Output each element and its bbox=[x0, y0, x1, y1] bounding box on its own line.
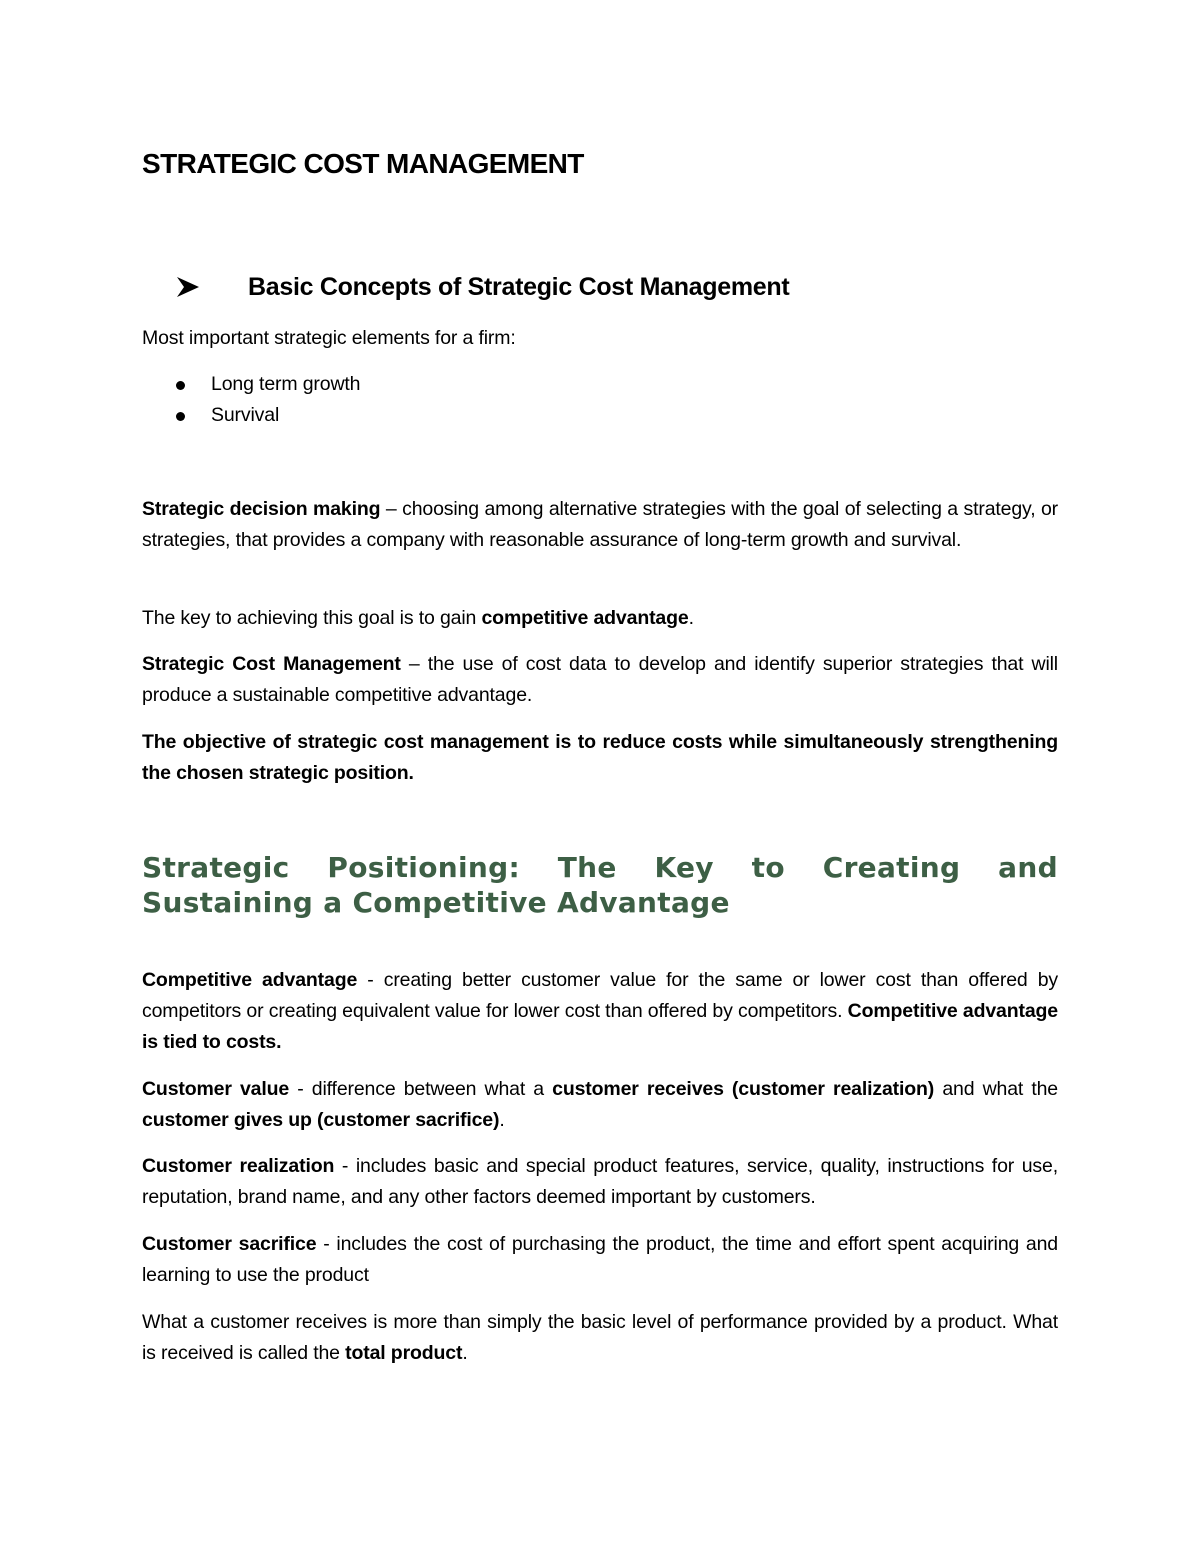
emphasis: customer receives (customer realization) bbox=[552, 1078, 935, 1100]
total-product-paragraph bbox=[142, 1307, 1058, 1369]
definition: – choosing among alternative strategies with the goal of selecting a strategy, or strategies, that provides a company with reasonable assurance of long-term growth and survival. bbox=[142, 498, 1059, 551]
customer-value-paragraph bbox=[142, 1074, 1058, 1136]
scm-paragraph bbox=[142, 649, 1058, 711]
term: Strategic decision making bbox=[142, 498, 381, 520]
definition: - includes basic and special product features, service, quality, instructions for use, reputation, brand name, and any other factors deemed important by customers. bbox=[142, 1155, 1058, 1208]
heading-word: Strategic bbox=[142, 851, 290, 884]
heading-word: Creating bbox=[822, 851, 961, 884]
text: The key to achieving this goal is to gain bbox=[142, 607, 482, 629]
emphasis: competitive advantage bbox=[481, 607, 689, 629]
heading-word: The bbox=[557, 851, 617, 884]
positioning-heading-line-2: Sustaining a Competitive Advantage bbox=[142, 886, 730, 919]
list-item bbox=[142, 400, 360, 431]
emphasis: customer gives up (customer sacrifice) bbox=[142, 1109, 500, 1131]
text: . bbox=[499, 1109, 505, 1131]
term: Customer sacrifice bbox=[142, 1233, 317, 1255]
term: Strategic Cost Management bbox=[142, 653, 401, 675]
text: . bbox=[688, 607, 694, 629]
text: and what the bbox=[934, 1078, 1058, 1100]
heading-word: Key bbox=[654, 851, 714, 884]
emphasis: total product bbox=[345, 1342, 463, 1364]
text: . bbox=[462, 1342, 468, 1364]
bullet-icon bbox=[176, 381, 185, 390]
arrow-bullet-icon bbox=[175, 276, 201, 298]
list-item bbox=[142, 369, 360, 400]
term: Competitive advantage bbox=[142, 969, 358, 991]
heading-word: and bbox=[998, 851, 1058, 884]
section-heading: Basic Concepts of Strategic Cost Management bbox=[248, 273, 790, 301]
text: - difference between what a bbox=[289, 1078, 553, 1100]
definition: - creating better customer value for the same or lower cost than offered by competitors or creating equivalent value for lower cost than offered by competitors. bbox=[142, 969, 1059, 1022]
objective-paragraph: The objective of strategic cost management is to reduce costs while simultaneously strengthening the chosen strategic position. bbox=[142, 731, 1058, 784]
positioning-heading-line-1 bbox=[142, 850, 1058, 885]
term: Customer realization bbox=[142, 1155, 335, 1177]
elements-intro: Most important strategic elements for a firm: bbox=[142, 327, 516, 349]
emphasis: Competitive advantage is tied to costs. bbox=[142, 1000, 1058, 1053]
competitive-advantage-paragraph bbox=[142, 965, 1058, 1058]
definition: – the use of cost data to develop and identify superior strategies that will produce a sustainable competitive advantage. bbox=[142, 653, 1058, 706]
text: What a customer receives is more than simply the basic level of performance provided by a product. What is received is called the bbox=[142, 1311, 1058, 1364]
definition: - includes the cost of purchasing the product, the time and effort spent acquiring and learning to use the product bbox=[142, 1233, 1058, 1286]
heading-word: Positioning: bbox=[327, 851, 520, 884]
key-goal-paragraph bbox=[142, 603, 1058, 634]
elements-list bbox=[142, 369, 360, 431]
section-heading-row bbox=[175, 268, 1055, 308]
customer-sacrifice-paragraph bbox=[142, 1229, 1058, 1291]
customer-realization-paragraph bbox=[142, 1151, 1058, 1213]
bullet-icon bbox=[176, 412, 185, 421]
decision-making-paragraph bbox=[142, 494, 1058, 556]
document-title: STRATEGIC COST MANAGEMENT bbox=[142, 148, 584, 179]
list-item-text: Long term growth bbox=[211, 373, 361, 395]
term: Customer value bbox=[142, 1078, 290, 1100]
list-item-text: Survival bbox=[211, 404, 280, 426]
heading-word: to bbox=[751, 851, 785, 884]
positioning-heading bbox=[142, 850, 1058, 920]
